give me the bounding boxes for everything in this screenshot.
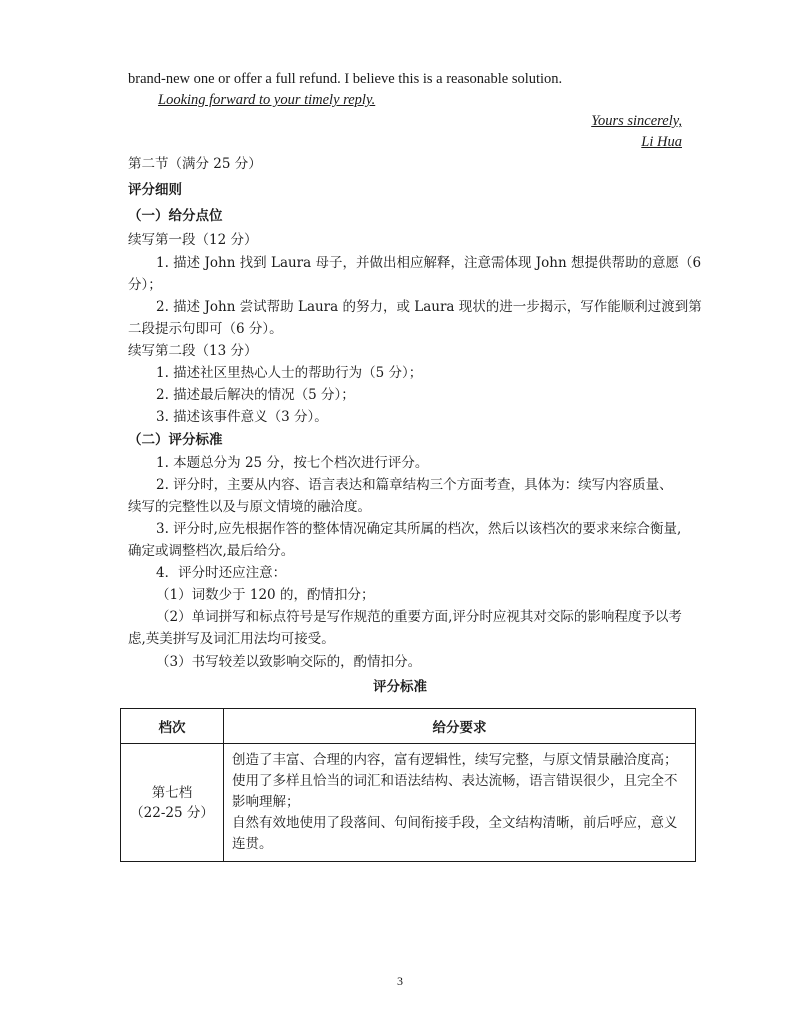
requirements-cell: [224, 744, 696, 862]
requirement-content: 创造了丰富、合理的内容，富有逻辑性，续写完整，与原文情景融洽度高；: [232, 752, 678, 768]
para1-title: 续写第一段（12 分）: [128, 232, 258, 248]
para2-item3: 3. 描述该事件意义（3 分）。: [156, 409, 328, 425]
level-name: 第七档: [151, 784, 193, 801]
para2-title: 续写第二段（13 分）: [128, 343, 258, 359]
standard-4-1: （1）词数少于 120 的，酌情扣分；: [156, 587, 375, 603]
level-cell: [121, 744, 224, 862]
para2-item1: 1. 描述社区里热心人士的帮助行为（5 分）；: [156, 365, 423, 381]
page-number: 3: [397, 974, 403, 988]
table-caption: 评分标准: [373, 679, 427, 695]
grading-table: [120, 708, 696, 862]
requirement-structure: 自然有效地使用了段落间、句间衔接手段，全文结构清晰，前后呼应，意义连贯。: [232, 815, 678, 852]
para1-item2-cont: 二段提示句即可（6 分）。: [128, 321, 283, 337]
standard-3-cont: 确定或调整档次,最后给分。: [128, 543, 295, 559]
para1-item1-cont: 分）；: [128, 277, 162, 293]
standard-1: 1. 本题总分为 25 分，按七个档次进行评分。: [156, 455, 429, 471]
standard-4-3: （3）书写较差以致影响交际的，酌情扣分。: [156, 654, 422, 670]
section-title: 第二节（满分 25 分）: [128, 156, 262, 172]
para1-item2: 2. 描述 John 尝试帮助 Laura 的努力，或 Laura 现状的进一步揭示，写作能顺利过渡到第: [156, 299, 702, 315]
standard-3: 3. 评分时,应先根据作答的整体情况确定其所属的档次，然后以该档次的要求来综合衡量,: [156, 521, 682, 537]
part1-title: （一）给分点位: [128, 208, 223, 224]
standard-4-2-cont: 虑,英美拼写及词汇用法均可接受。: [128, 631, 335, 647]
header-level: 档次: [121, 709, 224, 744]
letter-sign-off: Yours sincerely,: [591, 113, 682, 129]
table-row: [121, 744, 696, 862]
part2-title: （二）评分标准: [128, 432, 223, 448]
standard-2-cont: 续写的完整性以及与原文情境的融洽度。: [128, 499, 371, 515]
letter-closing: Looking forward to your timely reply.: [158, 92, 376, 108]
standard-4-2: （2）单词拼写和标点符号是写作规范的重要方面,评分时应视其对交际的影响程度予以考: [156, 609, 682, 625]
standard-4: 4．评分时还应注意：: [156, 565, 287, 581]
letter-signature: Li Hua: [641, 134, 682, 150]
rules-title: 评分细则: [128, 182, 182, 198]
header-requirements: 给分要求: [224, 709, 696, 744]
para1-item1: 1. 描述 John 找到 Laura 母子，并做出相应解释，注意需体现 John 想提供帮助的意愿（6: [156, 255, 702, 271]
table-header-row: [121, 709, 696, 744]
level-range: （22-25 分）: [130, 804, 214, 821]
standard-2: 2. 评分时，主要从内容、语言表达和篇章结构三个方面考查，具体为：续写内容质量、: [156, 477, 673, 493]
para2-item2: 2. 描述最后解决的情况（5 分）；: [156, 387, 355, 403]
letter-line: brand-new one or offer a full refund. I believe this is a reasonable solution.: [128, 71, 563, 87]
requirement-language: 使用了多样且恰当的词汇和语法结构、表达流畅，语言错误很少，且完全不影响理解；: [232, 773, 678, 810]
